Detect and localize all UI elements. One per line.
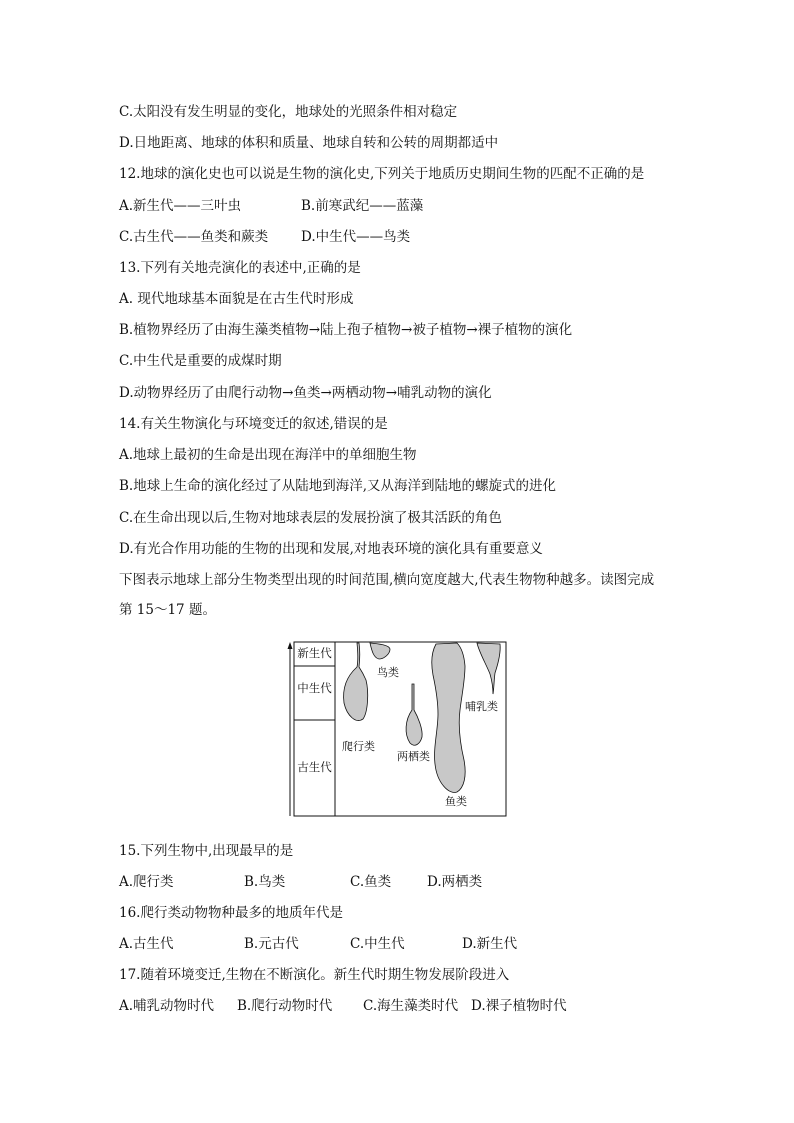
reptile-label: 爬行类 [342,740,375,753]
option-12b: B.前寒武纪——蓝藻 [301,198,424,214]
bird-range-shape [370,643,390,659]
question-12: 12.地球的演化史也可以说是生物的演化史,下列关于地质历史期间生物的匹配不正确的是 [119,166,645,182]
option-13a: A. 现代地球基本面貌是在古生代时形成 [119,291,354,307]
option-16c: C.中生代 [350,936,405,952]
option-15d: D.两栖类 [427,874,483,890]
era-label-paleozoic: 古生代 [297,760,332,774]
option-13c: C.中生代是重要的成煤时期 [119,353,282,369]
option-14d: D.有光合作用功能的生物的出现和发展,对地表环境的演化具有重要意义 [119,541,543,557]
question-15: 15.下列生物中,出现最早的是 [119,843,294,859]
question-17: 17.随着环境变迁,生物在不断演化。新生代时期生物发展阶段进入 [119,967,510,983]
diagram-frame [294,642,506,816]
option-16d: D.新生代 [462,936,518,952]
option-16a: A.古生代 [119,936,174,952]
option-14c: C.在生命出现以后,生物对地球表层的发展扮演了极其活跃的角色 [119,510,502,526]
question-13: 13.下列有关地壳演化的表述中,正确的是 [119,260,361,276]
reptile-range-shape [344,643,368,721]
option-14b: B.地球上生命的演化经过了从陆地到海洋,又从海洋到陆地的螺旋式的进化 [119,478,557,494]
fish-label: 鱼类 [445,795,467,808]
option-17c: C.海生藻类时代 [363,998,459,1014]
mammal-range-shape [477,643,500,694]
bird-label: 鸟类 [377,666,399,679]
option-17a: A.哺乳动物时代 [119,998,215,1014]
amphibian-range-shape [406,684,422,745]
option-16b: B.元古代 [244,936,299,952]
option-15b: B.鸟类 [244,874,286,890]
option-13d: D.动物界经历了由爬行动物→鱼类→两栖动物→哺乳动物的演化 [119,385,492,401]
mammal-label: 哺乳类 [465,700,498,713]
text-line: C.太阳没有发生明显的变化，地球处的光照条件相对稳定 [119,104,458,120]
fish-range-shape [432,643,465,792]
time-axis-arrowhead [288,642,293,649]
evolution-diagram [286,640,508,818]
diagram-intro: 下图表示地球上部分生物类型出现的时间范围,横向宽度越大,代表生物物种越多。读图完成 [119,572,655,588]
question-14: 14.有关生物演化与环境变迁的叙述,错误的是 [119,416,388,432]
option-14a: A.地球上最初的生命是出现在海洋中的单细胞生物 [119,447,417,463]
option-15a: A.爬行类 [119,874,174,890]
amphibian-label: 两栖类 [397,750,430,763]
option-12d: D.中生代——鸟类 [301,229,411,245]
question-16: 16.爬行类动物物种最多的地质年代是 [119,905,343,921]
option-12a: A.新生代——三叶虫 [119,198,242,214]
option-13b: B.植物界经历了由海生藻类植物→陆上孢子植物→被子植物→裸子植物的演化 [119,322,573,338]
diagram-intro: 第 15～17 题。 [119,602,216,618]
option-17b: B.爬行动物时代 [237,998,333,1014]
era-label-cenozoic: 新生代 [297,646,332,660]
era-label-mesozoic: 中生代 [297,681,332,695]
option-12c: C.古生代——鱼类和蕨类 [119,229,269,245]
text-line: D.日地距离、地球的体积和质量、地球自转和公转的周期都适中 [119,135,499,151]
option-17d: D.裸子植物时代 [471,998,567,1014]
option-15c: C.鱼类 [350,874,392,890]
